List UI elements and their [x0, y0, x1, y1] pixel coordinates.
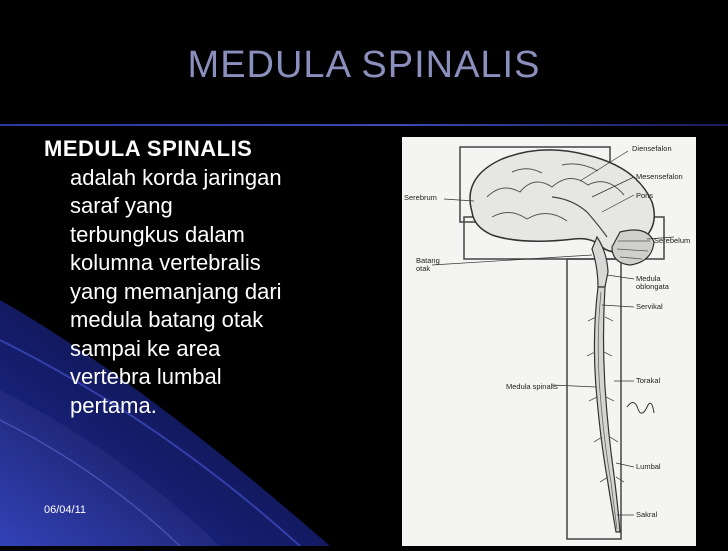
slide-date: 06/04/11 — [44, 504, 87, 516]
body-line: terbungkus dalam — [70, 221, 245, 247]
label-serebelum: Serebelum — [654, 236, 691, 245]
label-torakal: Torakal — [636, 376, 661, 385]
body-line: adalah korda jaringan — [70, 164, 282, 190]
label-batang-otak: Batang otak — [416, 256, 440, 273]
body-lead: MEDULA SPINALIS — [44, 136, 253, 161]
title-divider — [0, 124, 728, 126]
label-mesensefalon: Mesensefalon — [636, 172, 683, 181]
label-diensefalon: Diensefalon — [632, 144, 672, 153]
spinal-cord-diagram — [402, 137, 696, 546]
body-text — [44, 135, 354, 420]
label-medula-oblongata: Medula oblongata — [636, 274, 669, 291]
body-line: vertebra lumbal — [70, 364, 222, 389]
body-line: pertama. — [70, 392, 157, 418]
label-servikal: Servikal — [636, 302, 663, 311]
label-lumbal: Lumbal — [636, 462, 661, 471]
body-line: sampai ke area — [70, 335, 221, 361]
label-pons: Pons — [636, 191, 654, 200]
body-line: kolumna vertebralis — [70, 250, 261, 275]
label-sakral: Sakral — [636, 510, 658, 519]
slide-title: MEDULA SPINALIS — [187, 44, 541, 86]
body-line: saraf yang — [70, 193, 173, 218]
label-serebrum: Serebrum — [404, 193, 437, 202]
label-medula-spinalis: Medula spinalis — [506, 382, 558, 391]
body-line: yang memanjang dari — [70, 278, 282, 304]
body-paragraph — [44, 164, 354, 421]
body-line: medula batang otak — [70, 307, 264, 332]
